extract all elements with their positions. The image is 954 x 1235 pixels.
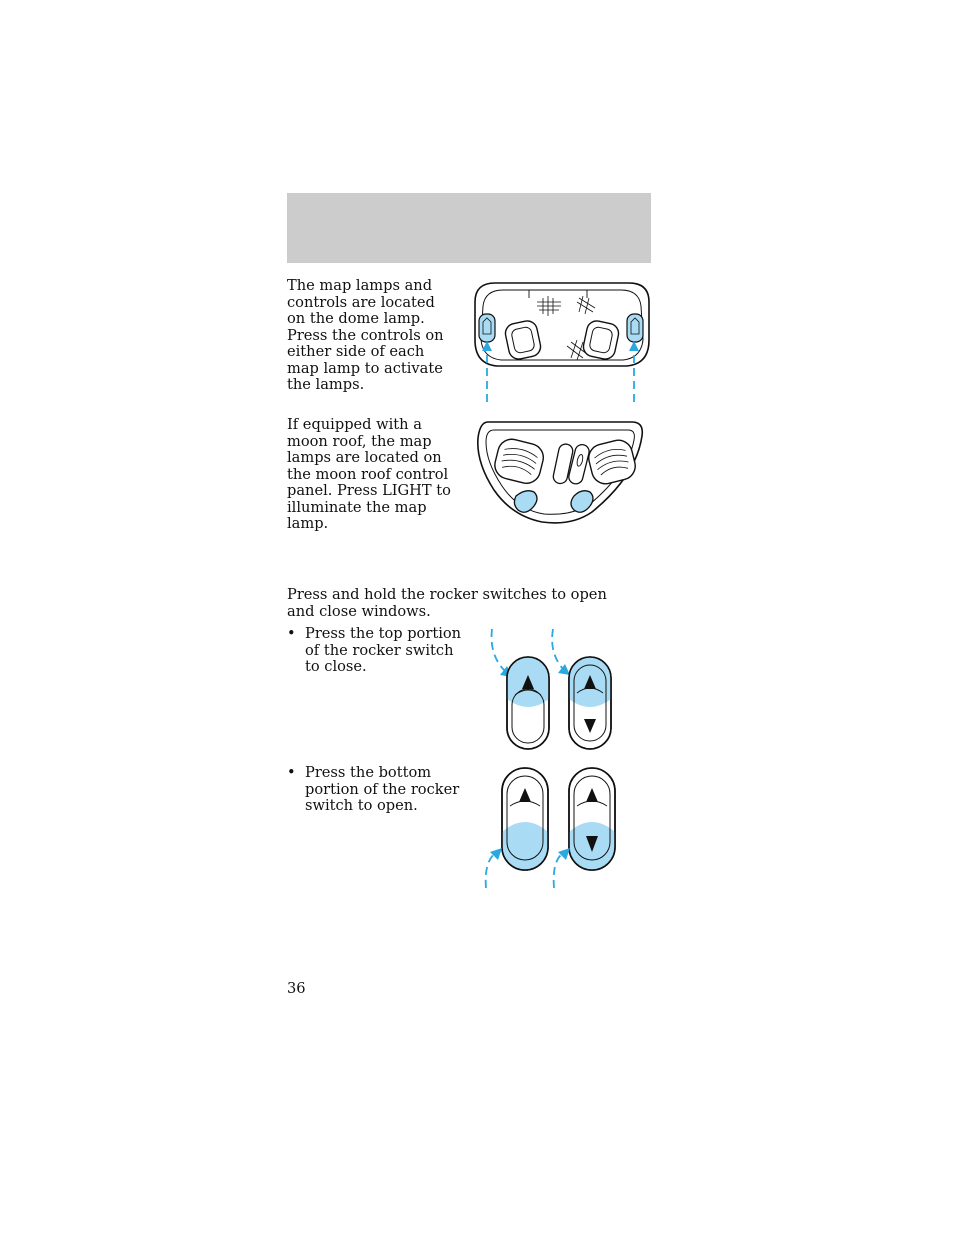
- map-lamps-paragraph: The map lamps and controls are located on the dome lamp. Press the controls on either side of each map lamp to activate the lamps.: [287, 277, 444, 393]
- dome-lamp-illustration: [467, 278, 657, 406]
- section-header-bar: [287, 193, 651, 263]
- page-number: 36: [287, 980, 306, 997]
- bullet-close: [287, 626, 462, 676]
- windows-intro-paragraph: Press and hold the rocker switches to open and close windows.: [287, 586, 607, 620]
- bullet-open-text: Press the bottom portion of the rocker switch to open.: [305, 764, 460, 814]
- bullet-close-text: Press the top portion of the rocker switch to close.: [305, 625, 462, 675]
- bullet-marker: •: [287, 625, 296, 642]
- bullet-marker: •: [287, 764, 296, 781]
- rocker-switch-close-illustration: [485, 625, 621, 755]
- moon-roof-paragraph: If equipped with a moon roof, the map lamps are located on the moon roof control panel. Press LIGHT to illuminate the map lamp.: [287, 416, 451, 532]
- bullet-open: [287, 765, 462, 815]
- moon-roof-panel-illustration: [472, 416, 648, 528]
- rocker-switch-open-illustration: [480, 762, 621, 892]
